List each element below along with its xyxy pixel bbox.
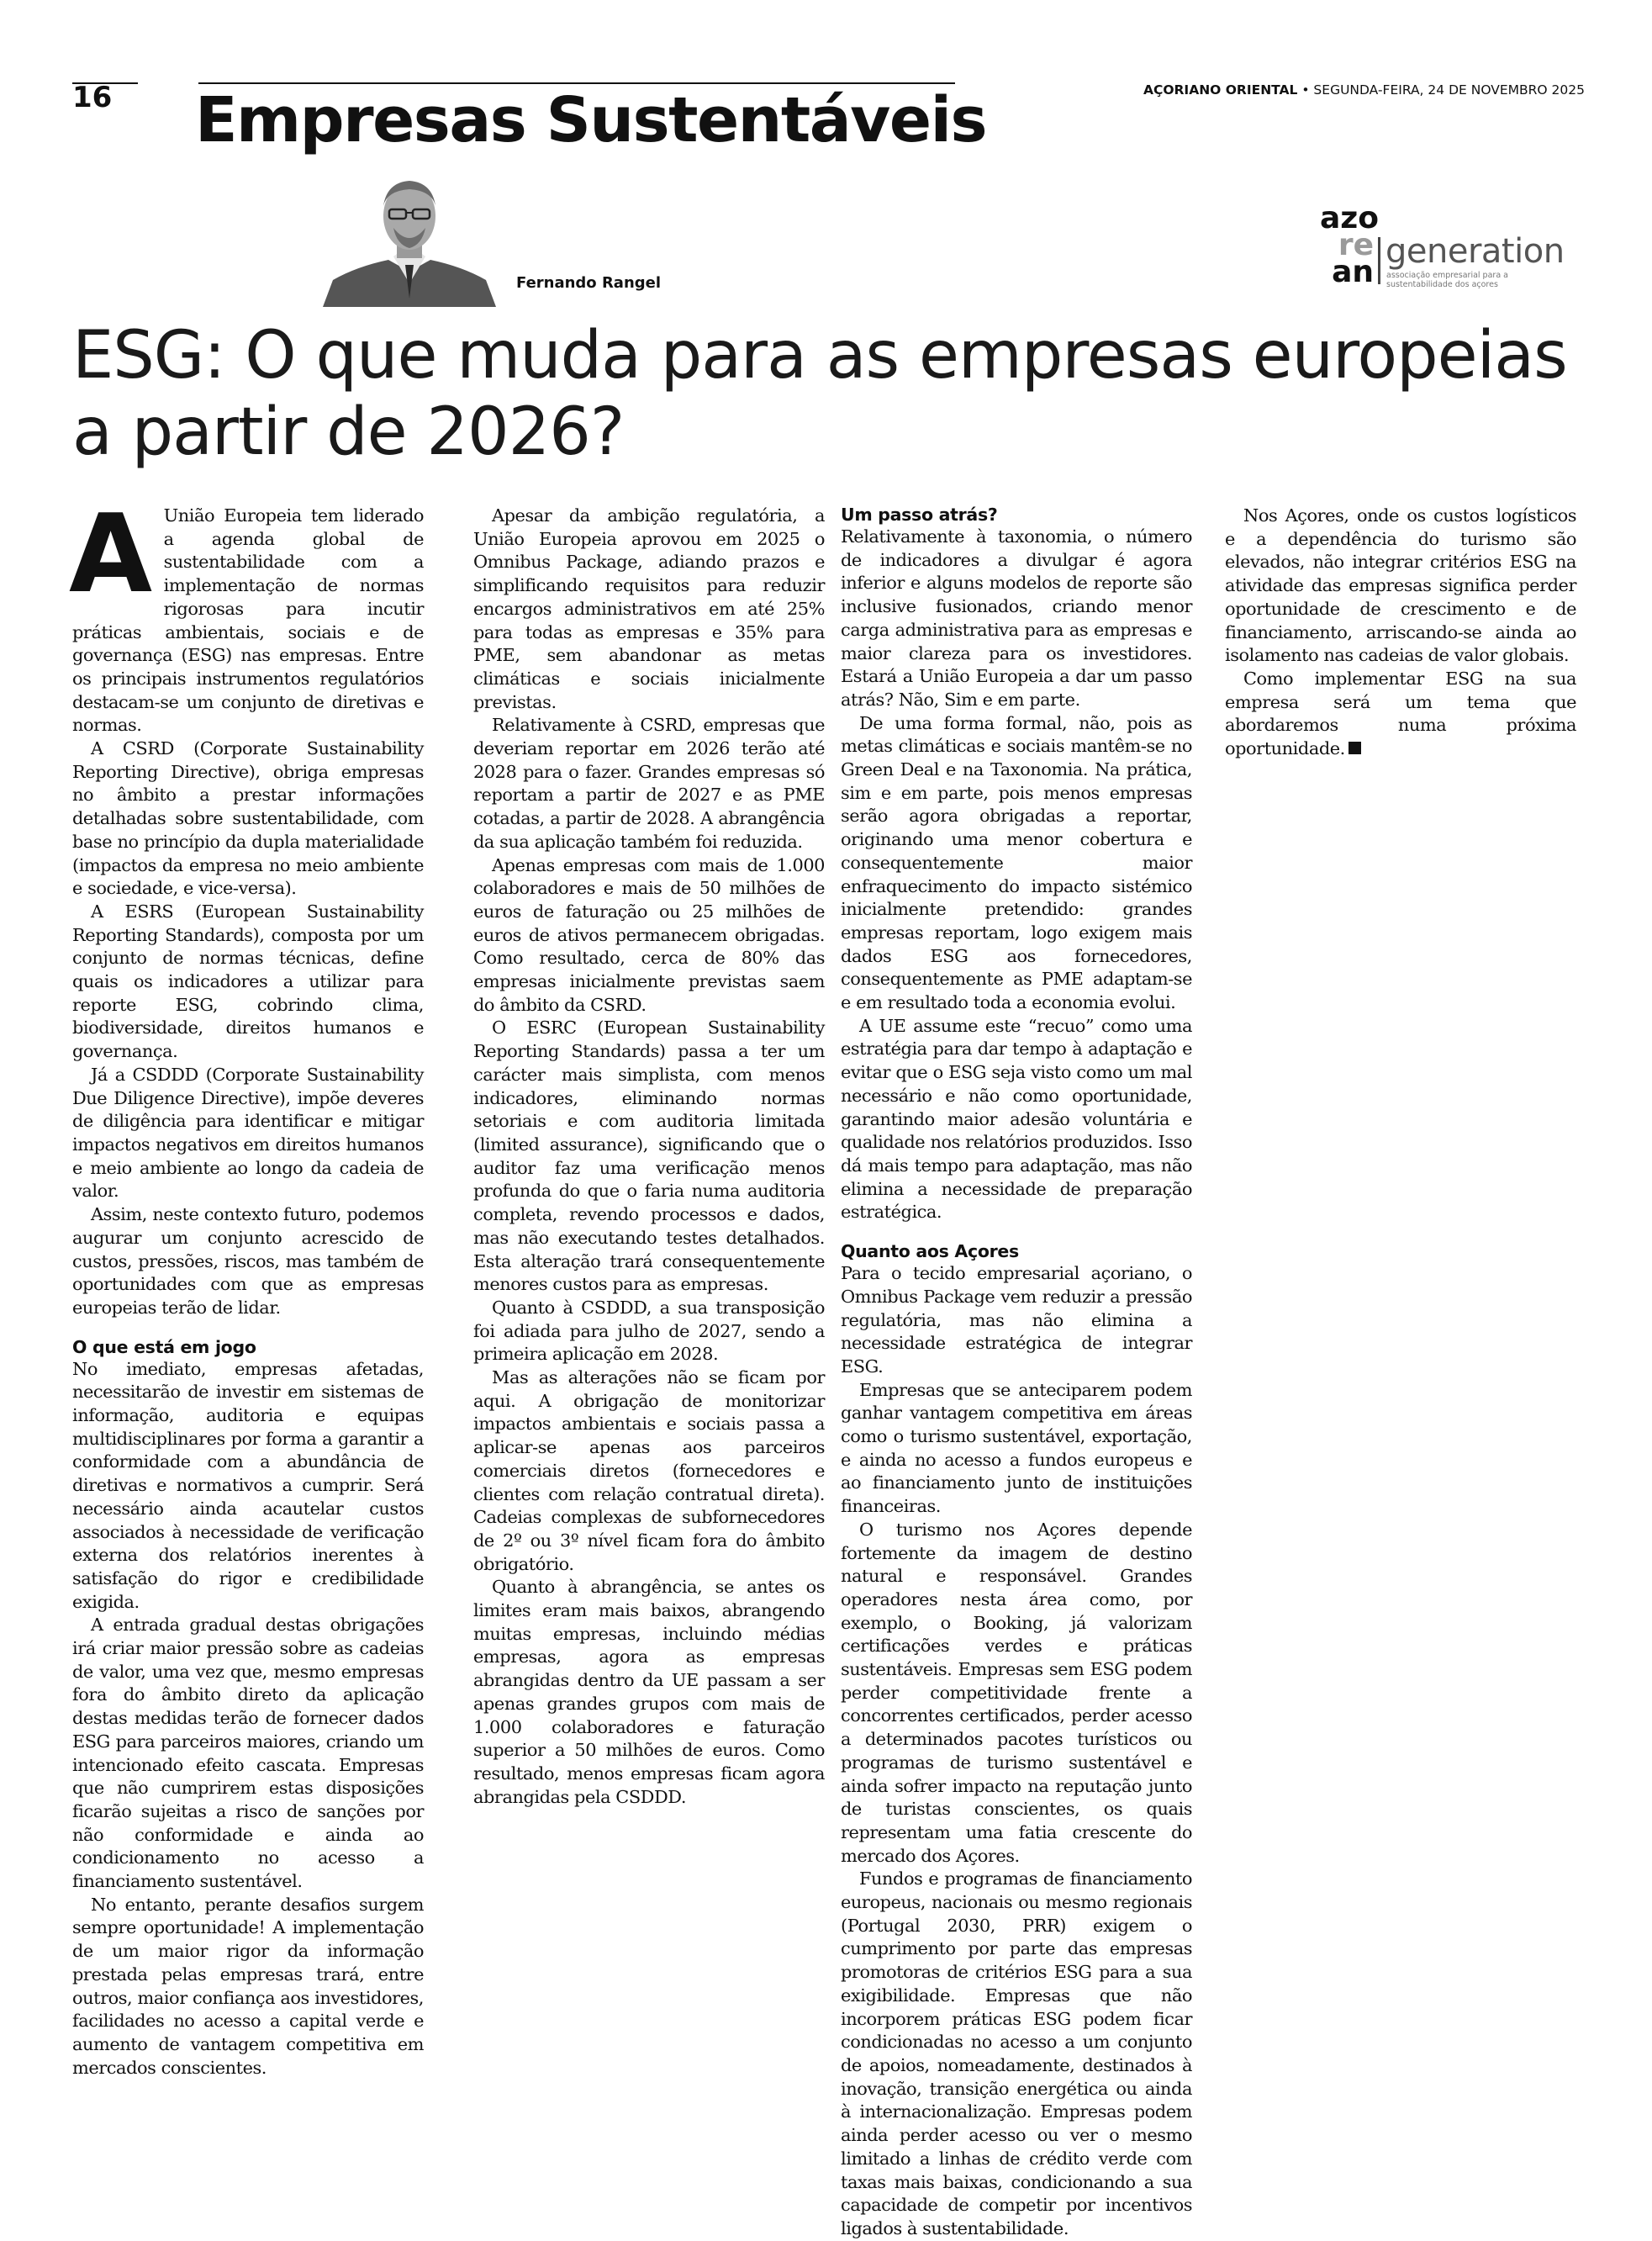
publication-name: AÇORIANO ORIENTAL: [1143, 82, 1298, 98]
logo-line-re: re: [1338, 228, 1374, 262]
article-paragraph: Nos Açores, onde os custos logísticos e a dependência do turismo são elevados, não integrar critérios ESG na atividade das empresas significa perder oportunidade de crescimento e de financiamento, arriscando-se ainda ao isolamento nas cadeias de valor globais.: [1225, 505, 1576, 666]
article-paragraph: Relativamente à CSRD, empresas que deveriam reportar em 2026 terão até 2028 para o fazer. Grandes empresas só reportam a partir de 2027 e as PME cotadas, a partir de 2028. A abrangência da sua aplicação também foi reduzida.: [473, 715, 825, 852]
article-paragraph: A UE assume este “recuo” como uma estratégia para dar tempo à adaptação e evitar que o ESG seja visto como um mal necessário e não como oportunidade, garantindo maior adesão voluntária e qualidade nos relatórios produzidos. Isso dá mais tempo para adaptação, mas não elimina a necessidade de preparação estratégica.: [841, 1015, 1192, 1223]
article-paragraph: De uma forma formal, não, pois as metas climáticas e sociais mantêm-se no Green Deal e na Taxonomia. Na prática, sim e em parte, pois menos empresas serão agora obrigadas a reportar, originando uma menor cobertura e consequentemente maior enfraquecimento do impacto sistémico inicialmente pretendido: grandes empresas reportam, logo exigem mais dados ESG aos fornecedores, consequentemente as PME adaptam-se e em resultado toda a economia evolui.: [841, 712, 1192, 1013]
paragraph-text: Como implementar ESG na sua empresa será um tema que abordaremos numa próxima oportunidade.: [1225, 668, 1576, 759]
article-paragraph: Para o tecido empresarial açoriano, o Omnibus Package vem reduzir a pressão regulatória, mas não elimina a necessidade estratégica de integrar ESG.: [841, 1263, 1192, 1377]
article-paragraph: No entanto, perante desafios surgem sempre oportunidade! A implementação de um maior rigor da informação prestada pelas empresas trará, entre outros, maior confiança aos investidores, facilidades no acesso a capital verde e aumento de vantagem competitiva em mercados conscientes.: [72, 1894, 424, 2078]
subheading-quanto-aos-acores: Quanto aos Açores: [841, 1241, 1019, 1262]
article-headline: ESG: O que muda para as empresas europeias a partir de 2026?: [72, 318, 1567, 470]
article-paragraph: Apenas empresas com mais de 1.000 colaboradores e mais de 50 milhões de euros de faturação ou 25 milhões de euros de ativos permanecem obrigadas. Como resultado, cerca de 80% das empresas inicialmente previstas saem do âmbito da CSRD.: [473, 854, 825, 1015]
article-paragraph: Quanto à CSDDD, a sua transposição foi adiada para julho de 2027, sendo a primeira aplicação em 2028.: [473, 1297, 825, 1365]
page-number: 16: [72, 81, 113, 114]
article-column-2-body: [473, 505, 825, 1809]
article-paragraph: Já a CSDDD (Corporate Sustainability Due Diligence Directive), impõe deveres de diligência para identificar e mitigar impactos negativos em direitos humanos e meio ambiente ao longo da cadeia de valor.: [72, 1064, 424, 1202]
author-portrait: [323, 172, 496, 307]
logo-line-azo: azo: [1320, 201, 1379, 235]
article-paragraph: Quanto à abrangência, se antes os limites eram mais baixos, abrangendo muitas empresas, incluindo médias empresas, agora as empresas abrangidas dentro da UE passam a ser apenas grandes grupos com mais de 1.000 colaboradores e faturação superior a 50 milhões de euros. Como resultado, menos empresas ficam agora abrangidas pela CSDDD.: [473, 1577, 825, 1807]
subheading-um-passo-atras: Um passo atrás?: [841, 505, 998, 525]
article-column-4: [1225, 505, 1576, 761]
dateline: • SEGUNDA-FEIRA, 24 DE NOVEMBRO 2025: [1297, 82, 1585, 98]
article-paragraph: Assim, neste contexto futuro, podemos augurar um conjunto acrescido de custos, pressões, riscos, mas também de oportunidades com que as empresas europeias terão de lidar.: [72, 1204, 424, 1318]
article-paragraph: Empresas que se anteciparem podem ganhar vantagem competitiva em áreas como o turismo sustentável, exportação, e ainda no acesso a fundos europeus e ao financiamento junto de instituições financeiras.: [841, 1379, 1192, 1517]
end-mark-icon: [1349, 742, 1361, 754]
article-column-1: [69, 492, 424, 2080]
logo-tagline: associação empresarial para a sustentabilidade dos açores: [1386, 271, 1508, 289]
drop-cap: A: [69, 492, 152, 617]
article-paragraph: No imediato, empresas afetadas, necessitarão de investir em sistemas de informação, auditoria e equipas multidisciplinares por forma a garantir a conformidade com a abundância de diretivas e normativos a cumprir. Será necessário ainda acautelar custos associados à necessidade de verificação externa dos relatórios inerentes à satisfação do rigor e credibilidade exigida.: [72, 1358, 424, 1612]
azorean-generation-logo: [1320, 203, 1585, 292]
article-paragraph: A entrada gradual destas obrigações irá criar maior pressão sobre as cadeias de valor, uma vez que, mesmo empresas fora do âmbito direto da aplicação destas medidas terão de fornecer dados ESG para parceiros maiores, criando um intencionado efeito cascata. Empresas que não cumprirem estas disposições ficarão sujeitas a risco de sanções por não conformidade e ainda ao condicionamento no acesso a financiamento sustentável.: [72, 1615, 424, 1892]
article-paragraph: A CSRD (Corporate Sustainability Reporting Directive), obriga empresas no âmbito a prestar informações detalhadas sobre sustentabilidade, com base no princípio da dupla materialidade (impactos da empresa no meio ambiente e sociedade, e vice-versa).: [72, 738, 424, 899]
article-paragraph: Mas as alterações não se ficam por aqui. A obrigação de monitorizar impactos ambientais e sociais passa a aplicar-se apenas aos parceiros comerciais diretos (fornecedores e clientes com relação contratual direta). Cadeias complexas de subfornecedores de 2º ou 3º nível ficam fora do âmbito obrigatório.: [473, 1367, 825, 1574]
article-paragraph: O ESRC (European Sustainability Reporting Standards) passa a ter um carácter mais simplista, com menos indicadores, eliminando normas setoriais e com auditoria limitada (limited assurance), significando que o auditor faz uma verificação menos profunda do que o faria numa auditoria completa, revendo processos e dados, mas não executando testes detalhados. Esta alteração trará consequentemente menores custos para as empresas.: [473, 1017, 825, 1295]
article-paragraph: Relativamente à taxonomia, o número de indicadores a divulgar é agora inferior e alguns modelos de reporte são inclusive fusionados, criando menor carga administrativa para as empresas e maior clareza para os investidores. Estará a União Europeia a dar um passo atrás? Não, Sim e em parte.: [841, 526, 1192, 710]
article-paragraph: O turismo nos Açores depende fortemente da imagem de destino natural e responsável. Grandes operadores nesta área como, por exemplo, o Booking, já valorizam certificações verdes e práticas sustentáveis. Empresas sem ESG podem perder competitividade frente a concorrentes certificados, perder acesso a determinados pacotes turísticos ou programas de turismo sustentável e ainda sofrer impacto na reputação junto de turistas conscientes, os quais representam uma fatia crescente do mercado dos Açores.: [841, 1519, 1192, 1866]
article-column-3: [841, 505, 1192, 2241]
subheading-o-que-esta-em-jogo: O que está em jogo: [72, 1336, 256, 1357]
logo-line-an: an: [1332, 255, 1374, 289]
article-paragraph: [69, 492, 424, 737]
article-paragraph: [1225, 668, 1576, 761]
article-paragraph: Apesar da ambição regulatória, a União Europeia aprovou em 2025 o Omnibus Package, adiando prazos e simplificando requisitos para reduzir encargos administrativos em até 25% para todas as empresas e 35% para PME, sem abandonar as metas climáticas e sociais inicialmente previstas.: [473, 505, 825, 712]
article-paragraph: Fundos e programas de financiamento europeus, nacionais ou mesmo regionais (Portugal 2030, PRR) exigem o cumprimento por parte das empresas promotoras de critérios ESG para a sua exigibilidade. Empresas que não incorporem práticas ESG podem ficar condicionadas no acesso a um conjunto de apoios, nomeadamente, destinados à inovação, transição energética ou ainda à internacionalização. Empresas podem ainda perder acesso ou ver o mesmo limitado a linhas de crédito verde com taxas mais baixas, condicionando a sua capacidade de competir por incentivos ligados à sustentabilidade.: [841, 1868, 1192, 2238]
logo-word: generation: [1385, 232, 1565, 271]
article-paragraph: A ESRS (European Sustainability Reporting Standards), composta por um conjunto de normas técnicas, define quais os indicadores a utilizar para reporte ESG, cobrindo clima, biodiversidade, direitos humanos e governança.: [72, 901, 424, 1062]
author-photo: [323, 172, 496, 307]
section-title: Empresas Sustentáveis: [195, 84, 987, 156]
paragraph-text: União Europeia tem liderado a agenda global de sustentabilidade com a implementação de normas rigorosas para incutir práticas ambientais, sociais e de governança (ESG) nas empresas. Entre os principais instrumentos regulatórios destacam-se um conjunto de diretivas e normas.: [72, 505, 424, 736]
masthead: [1143, 82, 1585, 98]
author-name: Fernando Rangel: [516, 274, 662, 292]
logo-divider: [1378, 237, 1380, 284]
